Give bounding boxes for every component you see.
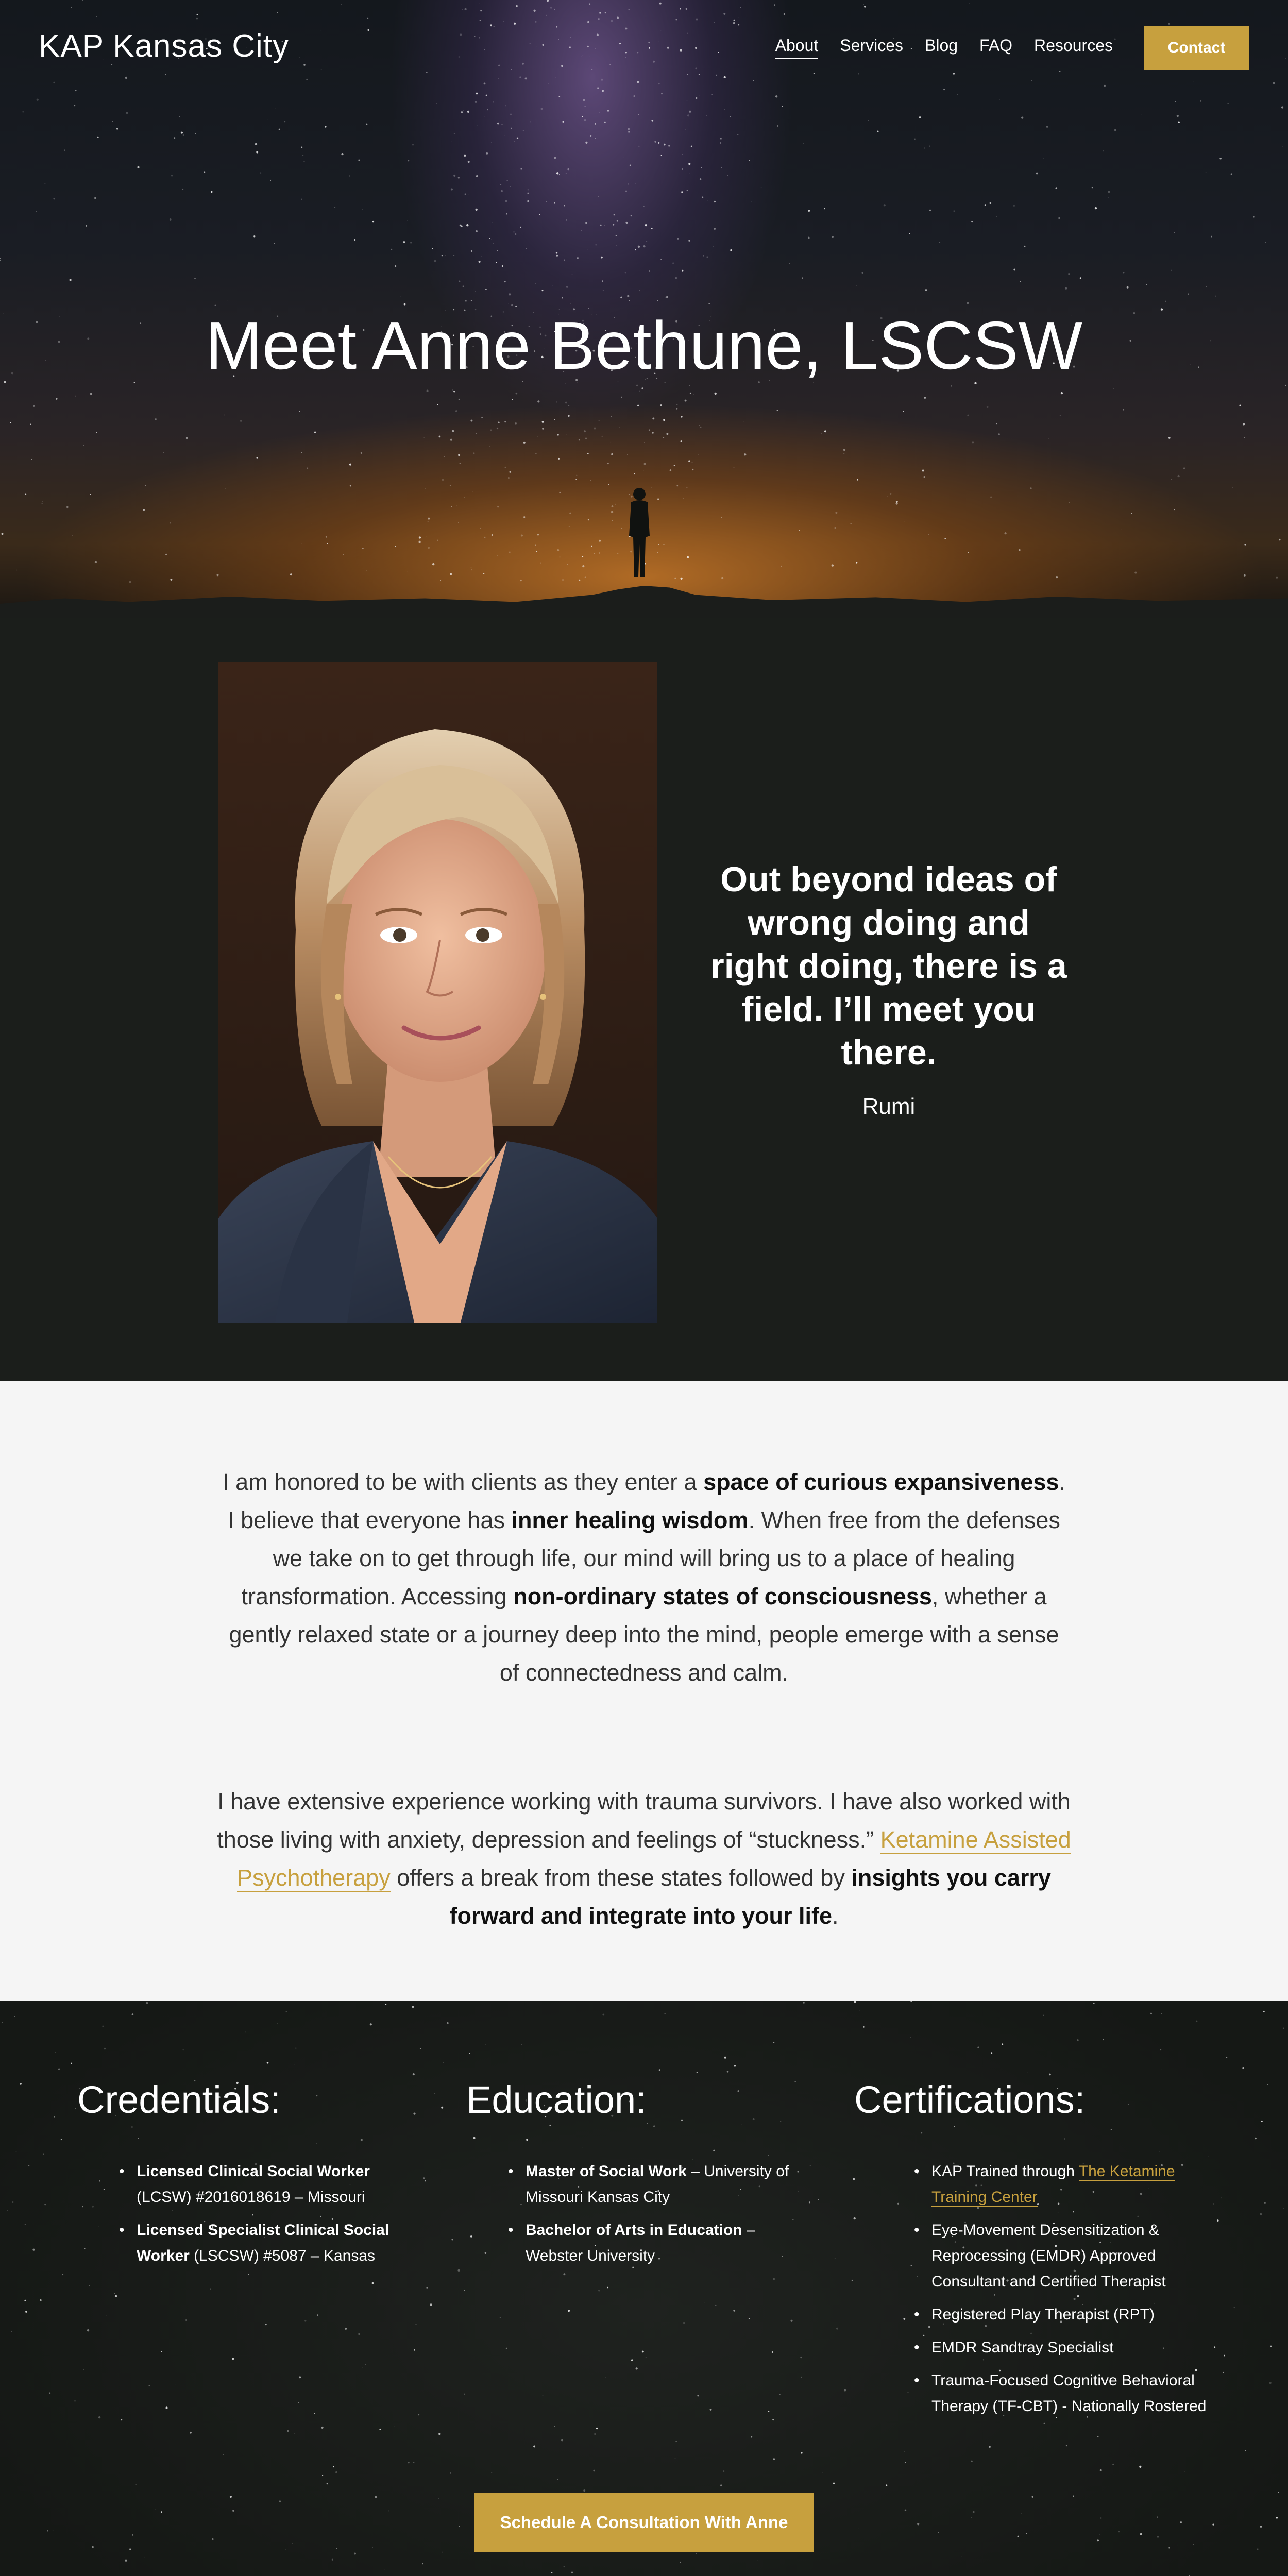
bio-section	[0, 1381, 1288, 2001]
emphasis-text: space of curious expansiveness	[703, 1469, 1059, 1495]
body-text: Registered Play Therapist (RPT)	[931, 2306, 1155, 2323]
nav-item-resources[interactable]: Resources	[1034, 36, 1113, 55]
quote-author: Rumi	[862, 1094, 916, 1119]
list-item	[526, 2159, 814, 2210]
silhouette-figure	[625, 487, 654, 577]
emphasis-text: Licensed Specialist Clinical Social Worker	[137, 2222, 389, 2264]
body-text: I have extensive experience working with trauma survivors. I have also worked with those living with anxiety, depression and feelings of “stuckness.”	[217, 1788, 1071, 1853]
quote-block	[706, 858, 1072, 1120]
credentials-column	[77, 2078, 438, 2276]
certifications-heading: Certifications:	[854, 2078, 1086, 2121]
emphasis-text: Bachelor of Arts in Education	[526, 2222, 742, 2239]
emphasis-text: Licensed Clinical Social Worker	[137, 2163, 370, 2180]
schedule-consultation-button[interactable]: Schedule A Consultation With Anne	[474, 2493, 814, 2552]
nav-item-blog[interactable]: Blog	[924, 36, 958, 55]
nav-item-services[interactable]: Services	[840, 36, 903, 55]
list-item	[137, 2159, 425, 2210]
body-text: (LCSW) #2016018619 – Missouri	[137, 2189, 365, 2206]
list-item	[931, 2217, 1215, 2295]
site-logo[interactable]: KAP Kansas City	[39, 28, 289, 64]
inline-link[interactable]: Ketamine Assisted Psychotherapy	[237, 1826, 1071, 1891]
certifications-column	[854, 2078, 1215, 2427]
credentials-heading: Credentials:	[77, 2078, 281, 2121]
list-item	[931, 2335, 1215, 2361]
body-text: KAP Trained through	[931, 2163, 1079, 2180]
bio-paragraph-1	[216, 1463, 1072, 1692]
nav-item-faq[interactable]: FAQ	[979, 36, 1013, 55]
credentials-section	[0, 2001, 1288, 2576]
contact-button[interactable]: Contact	[1144, 26, 1249, 70]
body-text: , whether a gently relaxed state or a journey deep into the mind, people emerge with a sense of connectedness and calm.	[229, 1583, 1059, 1686]
education-list	[526, 2159, 814, 2269]
main-nav	[754, 36, 1113, 59]
body-text: EMDR Sandtray Specialist	[931, 2339, 1114, 2356]
emphasis-text: inner healing wisdom	[511, 1507, 749, 1533]
body-text: – University of Missouri Kansas City	[526, 2163, 789, 2206]
list-item	[931, 2159, 1215, 2210]
list-item	[931, 2302, 1215, 2328]
list-item	[931, 2368, 1215, 2419]
body-text: (LSCSW) #5087 – Kansas	[189, 2247, 376, 2264]
body-text: – Webster University	[526, 2222, 755, 2264]
certifications-list	[931, 2159, 1215, 2419]
body-text: Trauma-Focused Cognitive Behavioral Therapy (TF-CBT) - Nationally Rostered	[931, 2372, 1207, 2415]
body-text: Eye-Movement Desensitization & Reprocessing (EMDR) Approved Consultant and Certified Therapist	[931, 2222, 1166, 2290]
emphasis-text: non-ordinary states of consciousness	[513, 1583, 932, 1609]
inline-link[interactable]: The Ketamine Training Center	[931, 2163, 1175, 2206]
body-text: . When free from the defenses we take on to get through life, our mind will bring us to a place of healing transformation. Accessing	[241, 1507, 1060, 1609]
education-column	[466, 2078, 827, 2276]
emphasis-text: Master of Social Work	[526, 2163, 687, 2180]
emphasis-text: insights you carry forward and integrate into your life	[449, 1865, 1051, 1929]
list-item	[526, 2217, 814, 2269]
credentials-list	[137, 2159, 425, 2269]
list-item	[137, 2217, 425, 2269]
quote-text: Out beyond ideas of wrong doing and right doing, there is a field. I’ll meet you there.	[710, 860, 1067, 1072]
page-title: Meet Anne Bethune, LSCSW	[205, 308, 1083, 383]
body-text: . I believe that everyone has	[228, 1469, 1065, 1533]
hero-section	[0, 0, 1288, 618]
bio-paragraph-2	[216, 1783, 1072, 1935]
nav-item-about[interactable]: About	[775, 36, 819, 59]
body-text: offers a break from these states followed by	[390, 1865, 852, 1891]
body-text: I am honored to be with clients as they enter a	[223, 1469, 704, 1495]
education-heading: Education:	[466, 2078, 647, 2121]
body-text: .	[832, 1903, 839, 1929]
portrait-photo	[218, 662, 657, 1323]
intro-section	[0, 618, 1288, 1381]
